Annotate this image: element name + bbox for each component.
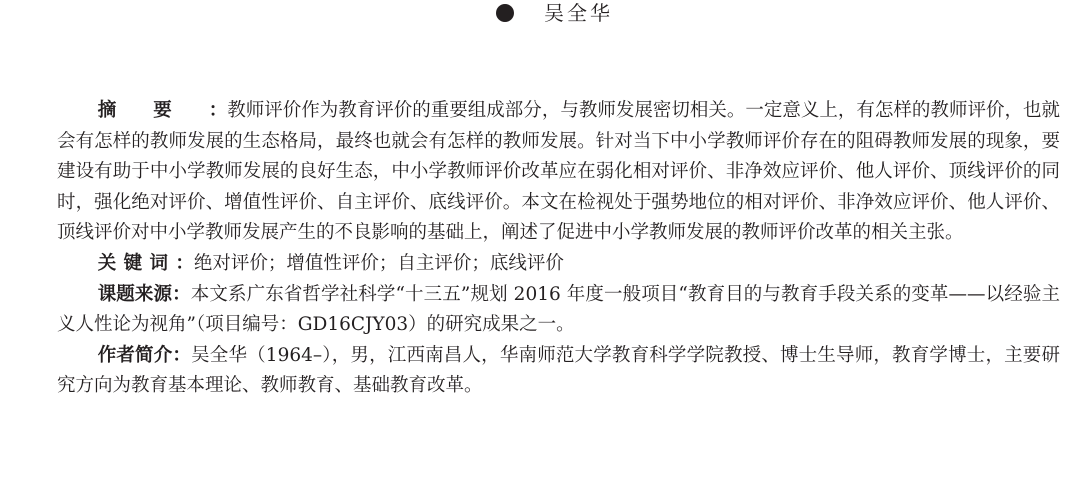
bullet-icon — [496, 4, 514, 22]
author-bio-label: 作者简介 — [97, 344, 173, 366]
author-bio-text: 吴全华（1964–），男，江西南昌人，华南师范大学教育科学学院教授、博士生导师，教育学博士，主要研究方向为教育基本理论、教师教育、基础教育改革。 — [57, 344, 1060, 397]
author-bio-colon: ： — [172, 344, 192, 366]
author-bio-paragraph — [57, 341, 1060, 402]
abstract-block — [57, 96, 1060, 402]
keywords-paragraph — [57, 249, 1060, 280]
keywords-text: 绝对评价；增值性评价；自主评价；底线评价 — [193, 252, 564, 274]
author-name: 吴全华 — [544, 1, 613, 25]
funding-text: 本文系广东省哲学社科学“十三五”规划 2016 年度一般项目“教育目的与教育手段关系的变革——以经验主义人性论为视角”（项目编号：GD16CJY03）的研究成果之一。 — [57, 283, 1060, 336]
abstract-colon: ： — [208, 100, 228, 121]
keywords-label: 关键词 — [97, 252, 176, 274]
funding-colon: ： — [172, 283, 191, 305]
abstract-paragraph — [57, 96, 1060, 249]
abstract-text: 教师评价作为教育评价的重要组成部分，与教师发展密切相关。一定意义上，有怎样的教师评价，也就会有怎样的教师发展的生态格局，最终也就会有怎样的教师发展。针对当下中小学教师评价存在的阻碍教师发展的现象，要建设有助于中小学教师发展的良好生态，中小学教师评价改革应在弱化相对评价、非净效应评价、他人评价、顶线评价的同时，强化绝对评价、增值性评价、自主评价、底线评价。本文在检视处于强势地位的相对评价、非净效应评价、他人评价、顶线评价对中小学教师发展产生的不良影响的基础上，阐述了促进中小学教师发展的教师评价改革的相关主张。 — [57, 100, 1060, 244]
funding-label: 课题来源 — [97, 283, 173, 305]
keywords-colon: ： — [175, 252, 194, 274]
funding-paragraph — [57, 280, 1060, 341]
author-byline — [0, 0, 1086, 30]
abstract-label: 摘要 — [97, 100, 209, 121]
